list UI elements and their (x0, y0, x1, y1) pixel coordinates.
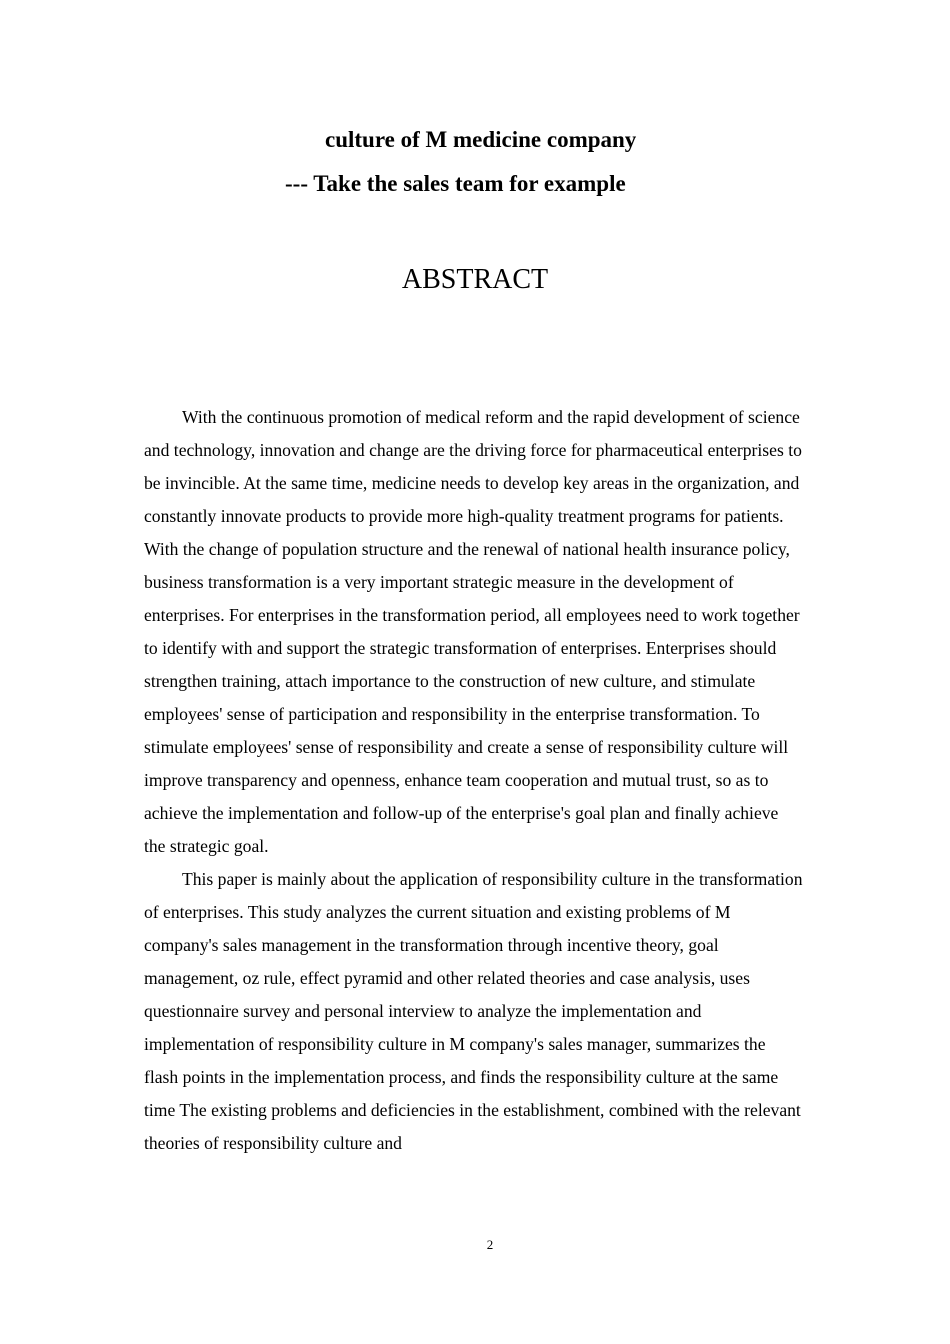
document-subtitle: --- Take the sales team for example (285, 171, 626, 196)
page-number: 2 (486, 1237, 494, 1252)
abstract-paragraph-2: This paper is mainly about the application of responsibility culture in the transformation of enterprises. This study analyzes the current situation and existing problems of M company's sales management in the transformation through incentive theory, goal management, oz rule, effect pyramid and other related theories and case analysis, uses questionnaire survey and personal interview to analyze the implementation and implementation of responsibility culture in M company's sales manager, summarizes the flash points in the implementation process, and finds the responsibility culture at the same time The existing problems and deficiencies in the establishment, combined with the relevant theories of responsibility culture and (144, 869, 803, 1153)
abstract-paragraph-1: With the continuous promotion of medical reform and the rapid development of science and technology, innovation and change are the driving force for pharmaceutical enterprises to be invincible. At the same time, medicine needs to develop key areas in the organization, and constantly innovate products to provide more high-quality treatment programs for patients. With the change of population structure and the renewal of national health insurance policy, business transformation is a very important strategic measure in the development of enterprises. For enterprises in the transformation period, all employees need to work together to identify with and support the strategic transformation of enterprises. Enterprises should strengthen training, attach importance to the construction of new culture, and stimulate employees' sense of participation and responsibility in the enterprise transformation. To stimulate employees' sense of responsibility and create a sense of responsibility culture will improve transparency and openness, enhance team cooperation and mutual trust, so as to achieve the implementation and follow-up of the enterprise's goal plan and finally achieve the strategic goal. (144, 407, 802, 856)
abstract-heading: ABSTRACT (401, 264, 549, 295)
abstract-body (144, 401, 804, 1160)
document-title-line-1: culture of M medicine company (325, 127, 637, 152)
